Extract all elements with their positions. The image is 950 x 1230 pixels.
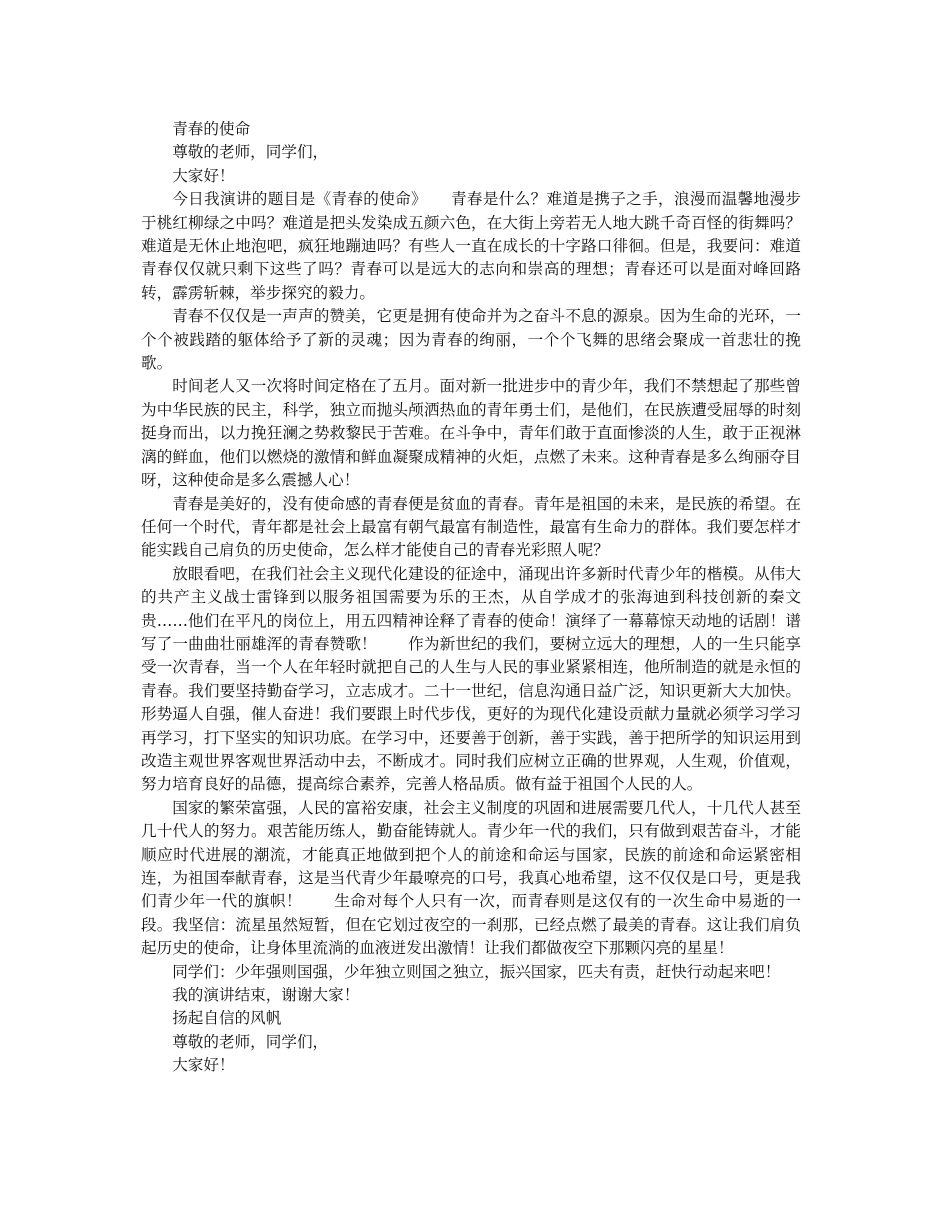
document-body: [141, 118, 801, 1078]
salutation-1: 尊敬的老师，同学们，: [172, 143, 329, 162]
paragraph-nation: 国家的繁荣富强，人民的富裕安康，社会主义制度的巩固和进展需要几代人，十几代人甚至几十代人的努力。艰苦能历练人，勤奋能铸就人。青少年一代的我们，只有做到艰苦奋斗，才能顺应时代进展的潮流，才能真正地做到把个人的前途和命运与国家，民族的前途和命运紧密相连，为祖国奉献青春，这是当代青少年最嘹亮的口号，我真心地希望，这不仅仅是口号，更是我们青少年一代的旗帜！ 生命对每个人只有一次，而青春则是这仅有的一次生命中易逝的一段。我坚信：流星虽然短暂，但在它划过夜空的一刹那，已经点燃了最美的青春。这让我们肩负起历史的使命，让身体里流淌的血液迸发出激情！让我们都做夜空下那颗闪亮的星星！: [141, 798, 801, 958]
paragraph-role-models: 放眼看吧，在我们社会主义现代化建设的征途中，涌现出许多新时代青少年的楷模。从伟大的共产主义战士雷锋到以服务祖国需要为乐的王杰，从自学成才的张海迪到科技创新的秦文贵……他们在平凡的岗位上，用五四精神诠释了青春的使命！演绎了一幕幕惊天动地的话剧！谱写了一曲曲壮丽雄浑的青春赞歌！ 作为新世纪的我们，要树立远大的理想，人的一生只能享受一次青春，当一个人在年轻时就把自己的人生与人民的事业紧紧相连，他所制造的就是永恒的青春。我们要坚持勤奋学习，立志成才。二十一世纪，信息沟通日益广泛，知识更新大大加快。形势逼人自强，催人奋进！我们要跟上时代步伐，更好的为现代化建设贡献力量就必须学习学习再学习，打下坚实的知识功底。在学习中，还要善于创新，善于实践，善于把所学的知识运用到改造主观世界客观世界活动中去，不断成才。同时我们应树立正确的世界观，人生观，价值观，努力培育良好的品德，提高综合素养，完善人格品质。做有益于祖国个人民的人。: [141, 564, 801, 794]
paragraph-call-to-action: 同学们：少年强则国强，少年独立则国之独立，振兴国家，匹夫有责，赶快行动起来吧！: [172, 962, 781, 981]
closing-remark: 我的演讲结束，谢谢大家！: [172, 986, 360, 1005]
paragraph-intro: 今日我演讲的题目是《青春的使命》 青春是什么？难道是携子之手，浪漫而温馨地漫步于桃红柳绿之中吗？难道是把头发染成五颜六色，在大街上旁若无人地大跳千奇百怪的街舞吗？难道是无休止地泡吧，疯狂地蹦迪吗？有些人一直在成长的十字路口徘徊。但是，我要问：难道青春仅仅就只剩下这些了吗？青春可以是远大的志向和崇高的理想；青春还可以是面对峰回路转，霹雳斩棘，举步探究的毅力。: [141, 190, 801, 302]
greeting-2: 大家好！: [172, 1056, 235, 1075]
paragraph-mission-source: 青春不仅仅是一声声的赞美，它更是拥有使命并为之奋斗不息的源泉。因为生命的光环，一个个被践踏的躯体给予了新的灵魂；因为青春的绚丽，一个个飞舞的思绪会聚成一首悲壮的挽歌。: [141, 307, 801, 373]
paragraph-youth-beautiful: 青春是美好的，没有使命感的青春便是贫血的青春。青年是祖国的未来，是民族的希望。在任何一个时代，青年都是社会上最富有朝气最富有制造性，最富有生命力的群体。我们要怎样才能实践自己肩负的历史使命，怎么样才能使自己的青春光彩照人呢？: [141, 494, 801, 560]
paragraph-may: 时间老人又一次将时间定格在了五月。面对新一批进步中的青少年，我们不禁想起了那些曾为中华民族的民主，科学，独立而抛头颅洒热血的青年勇士们，是他们，在民族遭受屈辱的时刻挺身而出，以力挽狂澜之势救黎民于苦难。在斗争中，青年们敢于直面惨淡的人生，敢于正视淋漓的鲜血，他们以燃烧的激情和鲜血凝聚成精神的火炬，点燃了未来。这种青春是多么绚丽夺目呀，这种使命是多么震撼人心！: [141, 377, 801, 490]
speech-title-2: 扬起自信的风帆: [172, 1009, 282, 1028]
speech-title-1: 青春的使命: [172, 120, 251, 138]
greeting-1: 大家好！: [172, 166, 235, 185]
salutation-2: 尊敬的老师，同学们，: [172, 1032, 329, 1051]
